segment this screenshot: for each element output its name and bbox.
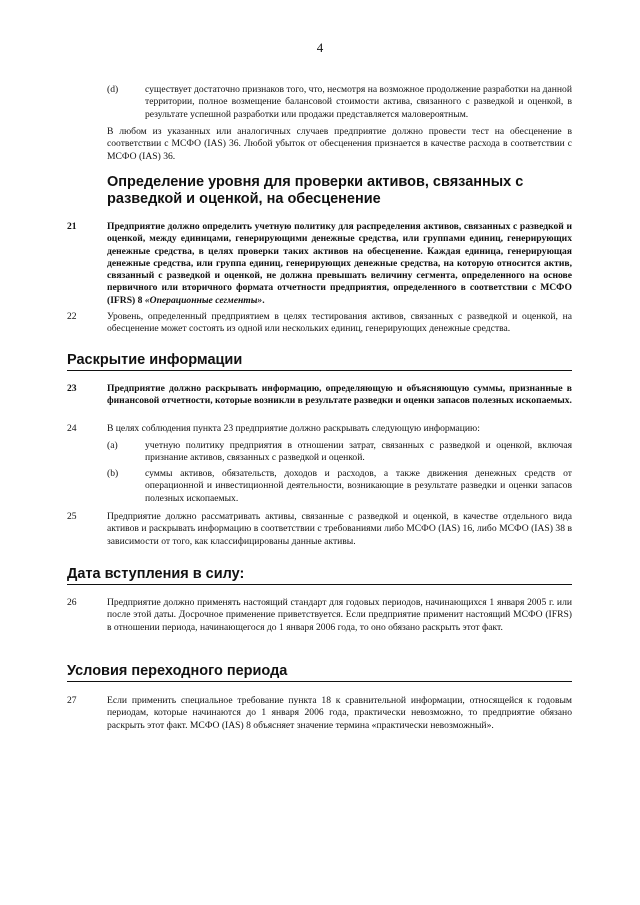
list-item-label: (d) (107, 84, 119, 95)
page-number: 4 (316, 40, 324, 55)
paragraph-26: Предприятие должно применять настоящий стандарт для годовых периодов, начинающихся 1 января 2005 г. или после этой даты. Досрочное применение приветствуется. Если предприятие применит настоящий МСФО (IFRS) в отношении периода, начинающегося до 1 января 2006 года, то оно обязано раскрыть этот факт. (107, 597, 572, 633)
list-item-label: (a) (107, 440, 118, 451)
paragraph-22: Уровень, определенный предприятием в целях тестирования активов, связанных с разведкой и оценкой, на обесценение может состоять из одной или нескольких единиц, генерирующих денежные средства. (107, 311, 572, 335)
paragraph-number: 23 (67, 383, 77, 394)
section-heading-transition: Условия переходного периода (67, 663, 572, 682)
paragraph-number: 25 (67, 511, 77, 522)
paragraph-21-main: Предприятие должно определить учетную политику для распределения активов, связанных с разведкой и оценкой, между единицами, генерирующими денежные средства, или группами единиц, генерирующих денежные средства, в целях проверки таких активов на обесценение. Каждая единица, генерирующая денежные средства, или группа единиц, генерирующих денежные средства, на которую относится актив, связанный с разведкой и оценкой, не должна превышать величину сегмента, определенного на основе первичного или вторичного формата отчетности предприятия, определенного в соответствии с МСФО (IFRS) 8 (107, 221, 572, 306)
paragraph-number: 24 (67, 423, 77, 434)
paragraph-25: Предприятие должно рассматривать активы, связанные с разведкой и оценкой, в качестве отдельного вида активов и раскрывать информацию в соответствии с требованиями либо МСФО (IAS) 16, либо МСФО (IAS) 38 в зависимости от того, как классифицированы данные активы. (107, 511, 572, 547)
section-heading-disclosure: Раскрытие информации (67, 352, 572, 371)
paragraph-number: 22 (67, 311, 77, 322)
intro-paragraph: В любом из указанных или аналогичных случаев предприятие должно провести тест на обесценение в соответствии с МСФО (IAS) 36. Любой убыток от обесценения признается в качестве расхода в соответствии с МСФО (IAS) 36. (107, 126, 572, 162)
list-item-text: учетную политику предприятия в отношении затрат, связанных с разведкой и оценкой, включая признание активов, связанных с разведкой и оценкой. (145, 440, 572, 464)
paragraph-23: Предприятие должно раскрывать информацию, определяющую и объясняющую суммы, признанные в финансовой отчетности, которые возникли в результате разведки и оценки запасов полезных ископаемых. (107, 383, 572, 407)
paragraph-number: 26 (67, 597, 77, 608)
list-item-text: существует достаточно признаков того, что, несмотря на возможное продолжение разработки на данной территории, полное возмещение балансовой стоимости актива, связанного с разведкой и оценкой, в результате успешной разработки или продажи представляется маловероятным. (145, 84, 572, 120)
list-item-label: (b) (107, 468, 119, 479)
section-heading-level: Определение уровня для проверки активов, связанных с разведкой и оценкой, на обесценение (107, 174, 524, 207)
paragraph-21 (107, 221, 572, 307)
paragraph-21-italic: «Операционные сегменты» (144, 294, 263, 306)
list-item-text: суммы активов, обязательств, доходов и расходов, а также движения денежных средств от операционной и инвестиционной деятельности, возникающие в результате разведки и оценки запасов полезных ископаемых. (145, 468, 572, 504)
paragraph-number: 21 (67, 221, 77, 232)
section-heading-effective-date: Дата вступления в силу: (67, 566, 572, 585)
paragraph-number: 27 (67, 695, 77, 706)
paragraph-27: Если применить специальное требование пункта 18 к сравнительной информации, относящейся к годовым периодам, которые начинаются до 1 января 2006 года, практически невозможно, то предприятие обязано раскрыть этот факт. МСФО (IAS) 8 объясняет значение термина «практически невозможный». (107, 695, 572, 731)
paragraph-21-end: . (262, 294, 265, 306)
paragraph-24: В целях соблюдения пункта 23 предприятие должно раскрывать следующую информацию: (107, 423, 480, 434)
